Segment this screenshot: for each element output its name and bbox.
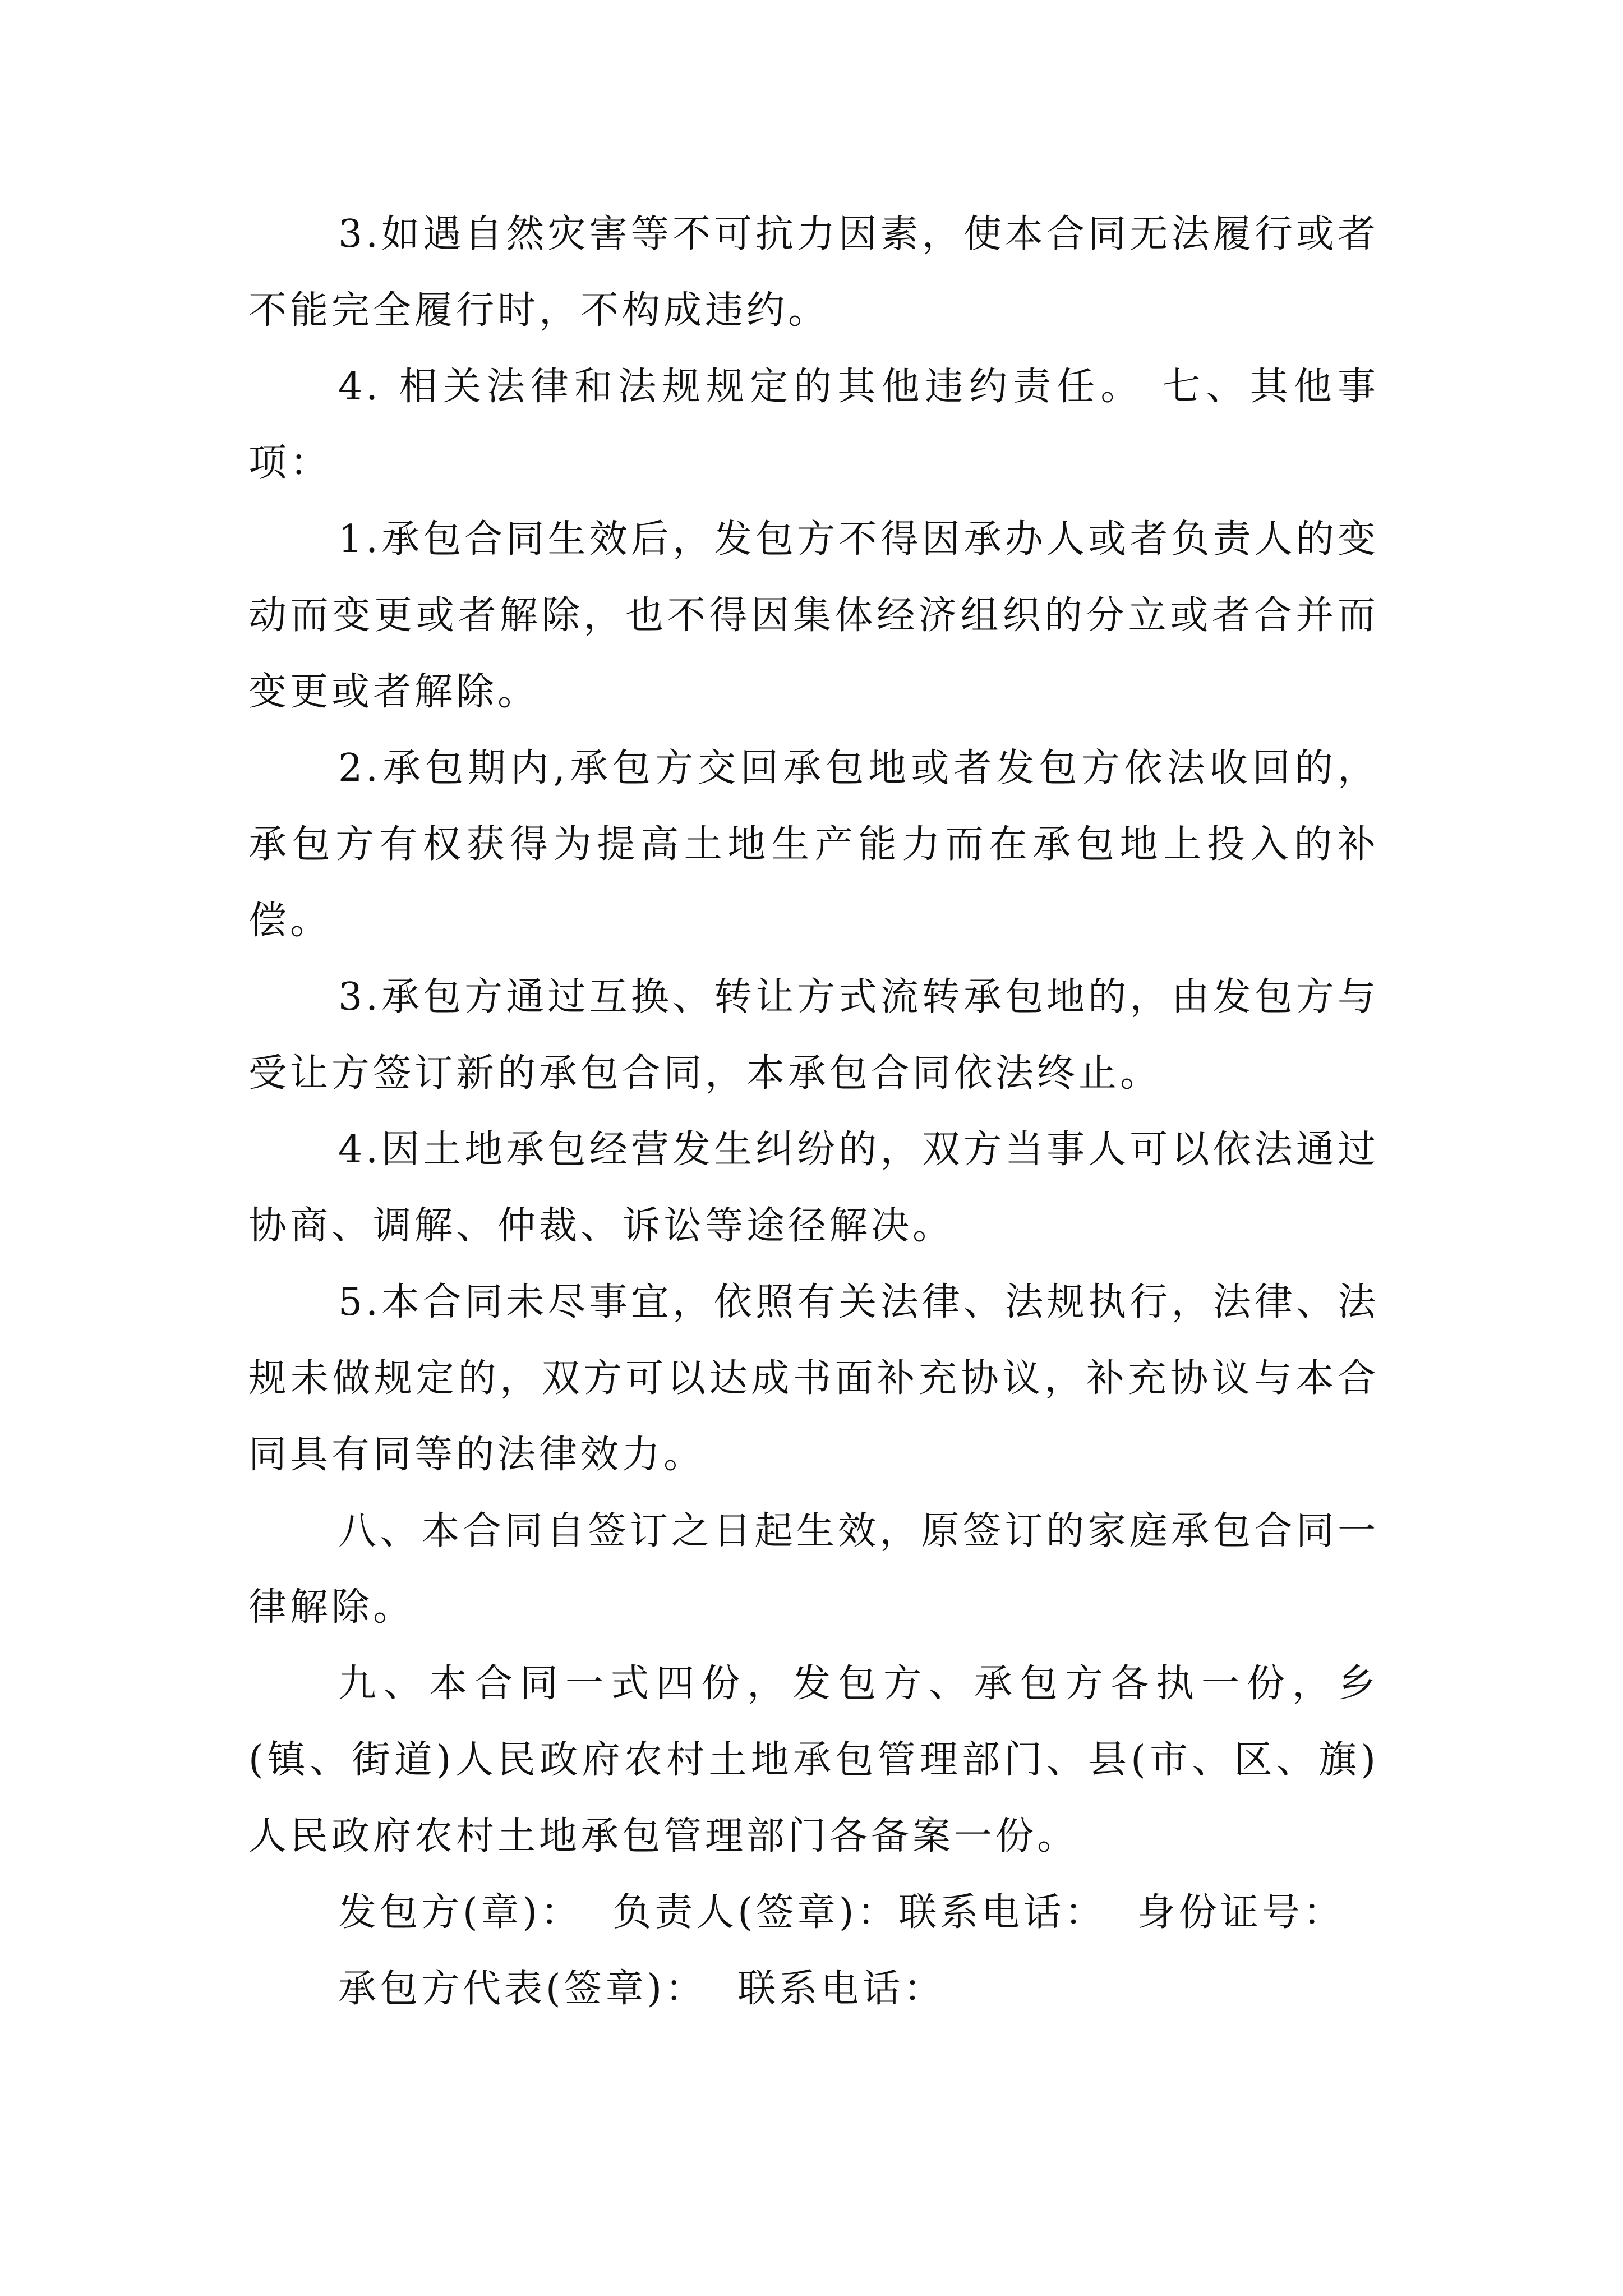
signature-line-contractee: 承包方代表(签章)： 联系电话： xyxy=(338,1967,946,2011)
paragraph-copies: 九、本合同一式四份，发包方、承包方各执一份，乡(镇、街道)人民政府农村土地承包管理部门、县(市、区、旗)人民政府农村土地承包管理部门各备案一份。 xyxy=(248,1662,1379,1858)
paragraph-force-majeure: 3.如遇自然灾害等不可抗力因素，使本合同无法履行或者不能完全履行时，不构成违约。 xyxy=(248,212,1379,333)
paragraph-other-liability: 4. 相关法律和法规规定的其他违约责任。 七、其他事项： xyxy=(248,365,1379,485)
paragraph-land-transfer: 3.承包方通过互换、转让方式流转承包地的，由发包方与受让方签订新的承包合同，本承包合同依法终止。 xyxy=(248,975,1379,1096)
paragraph-contract-validity: 1.承包合同生效后，发包方不得因承办人或者负责人的变动而变更或者解除，也不得因集体经济组织的分立或者合并而变更或者解除。 xyxy=(248,517,1379,714)
signature-line-contractor: 发包方(章)： 负责人(签章)：联系电话： 身份证号： xyxy=(338,1890,1345,1935)
paragraph-land-return-compensation: 2.承包期内,承包方交回承包地或者发包方依法收回的，承包方有权获得为提高土地生产能力而在承包地上投入的补偿。 xyxy=(248,746,1379,943)
paragraph-dispute-resolution: 4.因土地承包经营发生纠纷的，双方当事人可以依法通过协商、调解、仲裁、诉讼等途径解决。 xyxy=(248,1128,1379,1248)
document-body xyxy=(248,196,1379,2027)
paragraph-effective-date: 八、本合同自签订之日起生效，原签订的家庭承包合同一律解除。 xyxy=(248,1509,1379,1630)
paragraph-supplementary-agreement: 5.本合同未尽事宜，依照有关法律、法规执行，法律、法规未做规定的，双方可以达成书面补充协议，补充协议与本合同具有同等的法律效力。 xyxy=(248,1280,1379,1477)
